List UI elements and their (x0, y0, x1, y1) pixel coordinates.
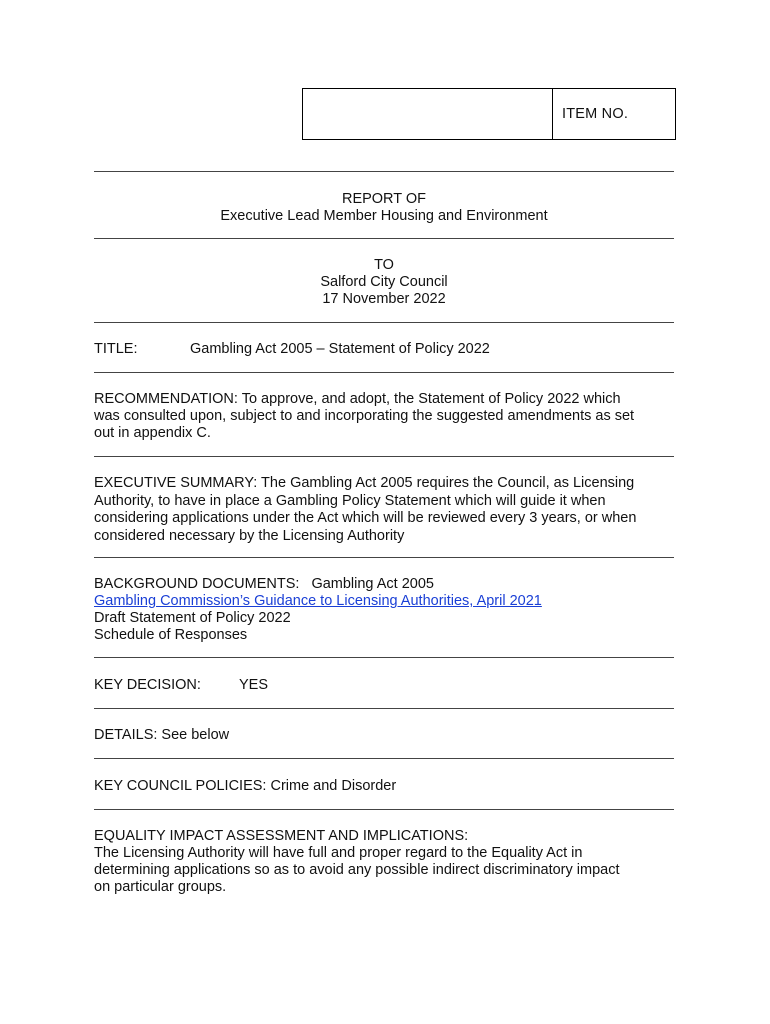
recommendation-section (94, 391, 676, 442)
background-document-item: Draft Statement of Policy 2022 (94, 610, 291, 626)
item-number-label: ITEM NO. (562, 106, 629, 122)
equality-line: The Licensing Authority will have full and proper regard to the Equality Act in (94, 845, 583, 861)
to-heading: TO (374, 257, 394, 273)
title-row (94, 341, 676, 358)
executive-summary-line: considered necessary by the Licensing Authority (94, 527, 405, 544)
executive-summary-line: considering applications under the Act which will be reviewed every 3 years, or when (94, 510, 637, 526)
divider (94, 809, 674, 810)
recommendation-line: was consulted upon, subject to and incorporating the suggested amendments as set (94, 408, 635, 424)
key-decision-row (94, 677, 676, 694)
divider (94, 171, 674, 172)
report-of-heading: REPORT OF (341, 191, 427, 207)
background-documents-section (94, 576, 676, 644)
divider (94, 758, 674, 759)
recommendation-line: out in appendix C. (94, 425, 211, 441)
background-document-item: Gambling Act 2005 (311, 576, 434, 592)
divider (94, 238, 674, 239)
details-text: DETAILS: See below (94, 727, 230, 743)
equality-heading: EQUALITY IMPACT ASSESSMENT AND IMPLICATIONS: (94, 828, 469, 844)
executive-summary-section (94, 475, 676, 545)
equality-line: determining applications so as to avoid any possible indirect discriminatory impact (94, 862, 620, 878)
title-label: TITLE: (94, 341, 138, 357)
divider (94, 657, 674, 658)
item-number-blank-cell (303, 89, 553, 139)
key-decision-label: KEY DECISION: (94, 677, 201, 693)
equality-line: on particular groups. (94, 879, 227, 895)
to-section (94, 257, 674, 308)
divider (94, 708, 674, 709)
title-value: Gambling Act 2005 – Statement of Policy 2022 (190, 341, 490, 357)
equality-section (94, 828, 676, 896)
background-documents-header (94, 576, 676, 593)
executive-summary-line: EXECUTIVE SUMMARY: The Gambling Act 2005 requires the Council, as Licensing (94, 475, 635, 491)
key-council-policies-text: KEY COUNCIL POLICIES: Crime and Disorder (94, 778, 397, 794)
key-decision-value: YES (239, 677, 269, 693)
divider (94, 372, 674, 373)
to-body: Salford City Council (320, 274, 448, 290)
divider (94, 557, 674, 558)
background-documents-label: BACKGROUND DOCUMENTS: (94, 576, 300, 592)
background-document-item: Schedule of Responses (94, 627, 248, 643)
guidance-link[interactable]: Gambling Commission’s Guidance to Licensing Authorities, April 2021 (94, 593, 542, 609)
divider (94, 322, 674, 323)
meeting-date: 17 November 2022 (322, 291, 446, 307)
recommendation-line: RECOMMENDATION: To approve, and adopt, the Statement of Policy 2022 which (94, 391, 621, 407)
item-number-box (302, 88, 676, 140)
report-author: Executive Lead Member Housing and Environment (220, 208, 548, 224)
divider (94, 456, 674, 457)
executive-summary-line: Authority, to have in place a Gambling Policy Statement which will guide it when (94, 492, 606, 509)
report-of-section (94, 191, 674, 225)
